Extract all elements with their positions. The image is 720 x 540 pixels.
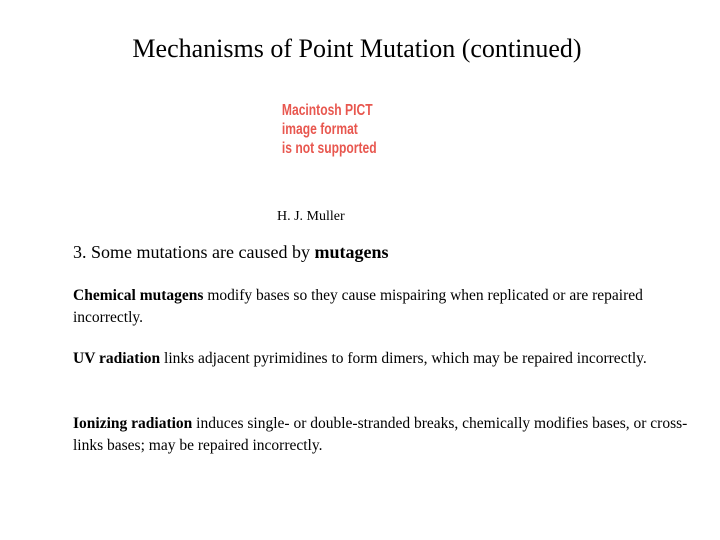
paragraph-uv-radiation — [73, 348, 693, 370]
point-heading-emphasis: mutagens — [314, 242, 389, 262]
image-caption: H. J. Muller — [277, 209, 345, 224]
description-ionizing-radiation: induces single- or double-stranded breaks, chemically modifies bases, or cross-links bases; may be repaired incorrectly. — [73, 415, 688, 454]
point-heading — [73, 240, 388, 264]
slide-title: Mechanisms of Point Mutation (continued) — [132, 34, 582, 63]
placeholder-line-2: image format — [281, 121, 358, 138]
term-ionizing-radiation: Ionizing radiation — [73, 415, 193, 432]
description-uv-radiation: links adjacent pyrimidines to form dimers, which may be repaired incorrectly. — [160, 350, 647, 367]
point-heading-text: 3. Some mutations are caused by — [73, 242, 315, 262]
unsupported-image-placeholder — [281, 101, 377, 177]
term-uv-radiation: UV radiation — [73, 350, 161, 367]
placeholder-line-1: Macintosh PICT — [281, 102, 373, 119]
paragraph-chemical-mutagens — [73, 285, 693, 329]
term-chemical-mutagens: Chemical mutagens — [73, 287, 204, 304]
paragraph-ionizing-radiation — [73, 413, 693, 457]
description-chemical-mutagens: modify bases so they cause mispairing when replicated or are repaired incorrectly. — [73, 287, 643, 326]
placeholder-line-3: is not supported — [281, 140, 377, 157]
